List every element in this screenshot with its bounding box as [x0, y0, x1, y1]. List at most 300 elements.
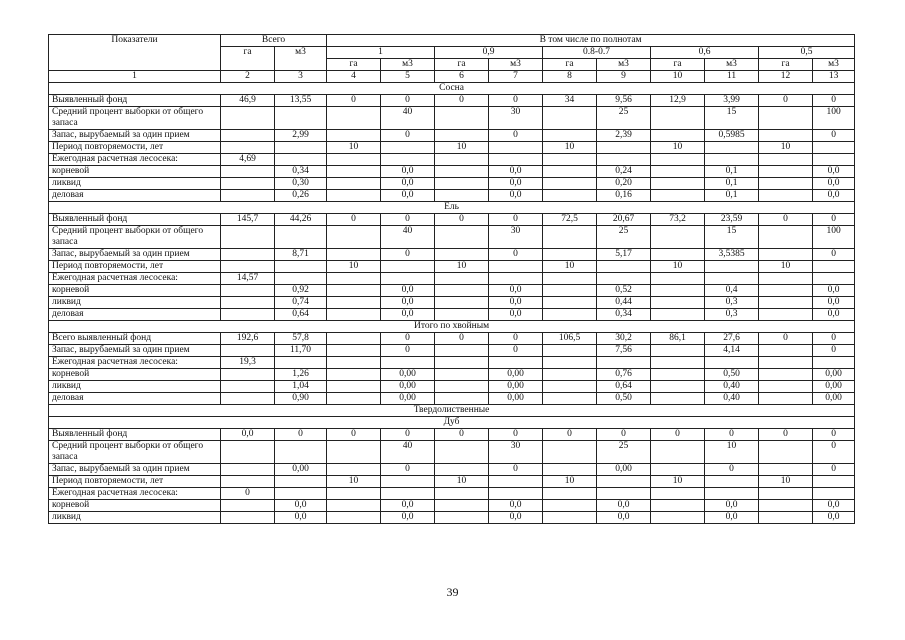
table-cell — [651, 488, 705, 500]
table-cell — [543, 249, 597, 261]
table-cell: 0 — [381, 214, 435, 226]
table-cell — [651, 345, 705, 357]
table-row — [49, 297, 855, 309]
header-unit: м3 — [597, 59, 651, 71]
row-label: деловая — [49, 309, 221, 321]
table-cell — [327, 226, 381, 249]
table-cell: 0 — [381, 464, 435, 476]
table-cell: 2,39 — [597, 130, 651, 142]
table-cell: 0,00 — [489, 381, 543, 393]
table-cell: 0,0 — [813, 190, 855, 202]
table-cell — [543, 285, 597, 297]
table-cell: 0 — [813, 345, 855, 357]
row-label: Ежегодная расчетная лесосека: — [49, 273, 221, 285]
row-label: Ежегодная расчетная лесосека: — [49, 488, 221, 500]
table-cell: 0,0 — [813, 166, 855, 178]
table-cell: 10 — [543, 476, 597, 488]
table-cell: 0,0 — [705, 500, 759, 512]
table-cell: 0,0 — [813, 309, 855, 321]
table-cell: 40 — [381, 107, 435, 130]
table-cell — [275, 476, 327, 488]
table-cell: 192,6 — [221, 333, 275, 345]
header-unit: га — [759, 59, 813, 71]
table-cell — [759, 166, 813, 178]
row-label: Период повторяемости, лет — [49, 261, 221, 273]
table-cell: 0,40 — [705, 393, 759, 405]
table-cell: 0,0 — [489, 500, 543, 512]
table-cell — [651, 154, 705, 166]
table-cell — [275, 488, 327, 500]
table-cell: 0 — [327, 95, 381, 107]
header-indicators: Показатели — [49, 35, 221, 71]
table-row — [49, 178, 855, 190]
table-cell — [435, 226, 489, 249]
table-cell: 100 — [813, 107, 855, 130]
table-cell — [759, 441, 813, 464]
table-cell: 0 — [221, 488, 275, 500]
table-cell: 0,0 — [489, 190, 543, 202]
document-sheet — [48, 34, 854, 524]
header-unit: га — [651, 59, 705, 71]
header-group: 0,6 — [651, 47, 759, 59]
table-cell: 3,5385 — [705, 249, 759, 261]
table-cell: 15 — [705, 226, 759, 249]
table-cell — [651, 166, 705, 178]
table-cell: 0,00 — [489, 393, 543, 405]
table-cell: 11,70 — [275, 345, 327, 357]
table-cell: 0 — [489, 333, 543, 345]
table-cell: 0,1 — [705, 166, 759, 178]
table-cell — [327, 488, 381, 500]
row-label: корневой — [49, 369, 221, 381]
table-cell — [435, 297, 489, 309]
table-cell — [435, 381, 489, 393]
table-row — [49, 261, 855, 273]
table-row — [49, 476, 855, 488]
table-cell — [275, 154, 327, 166]
table-cell — [759, 249, 813, 261]
table-cell — [381, 488, 435, 500]
table-cell — [543, 488, 597, 500]
table-cell: 0,0 — [489, 309, 543, 321]
section-row — [49, 83, 855, 95]
table-cell: 0,64 — [275, 309, 327, 321]
row-label: ликвид — [49, 178, 221, 190]
table-cell: 14,57 — [221, 273, 275, 285]
table-cell: 0,0 — [597, 500, 651, 512]
table-cell — [543, 190, 597, 202]
table-cell: 0,3 — [705, 309, 759, 321]
table-cell: 20,67 — [597, 214, 651, 226]
section-row — [49, 417, 855, 429]
table-cell — [813, 142, 855, 154]
table-cell: 57,8 — [275, 333, 327, 345]
table-cell: 0 — [813, 130, 855, 142]
table-cell: 10 — [327, 476, 381, 488]
table-cell: 3,99 — [705, 95, 759, 107]
table-cell — [543, 345, 597, 357]
table-cell: 0,64 — [597, 381, 651, 393]
table-cell: 0 — [489, 249, 543, 261]
table-cell — [651, 297, 705, 309]
table-cell: 0,00 — [381, 369, 435, 381]
table-cell — [651, 309, 705, 321]
row-label: Запас, вырубаемый за один прием — [49, 249, 221, 261]
row-label: корневой — [49, 166, 221, 178]
table-cell — [327, 249, 381, 261]
column-number-row — [49, 71, 855, 83]
table-cell: 30 — [489, 226, 543, 249]
column-number: 10 — [651, 71, 705, 83]
header-by-density: В том числе по полнотам — [327, 35, 855, 47]
table-cell: 0,0 — [381, 178, 435, 190]
table-cell — [435, 166, 489, 178]
table-cell — [221, 261, 275, 273]
table-cell: 0,00 — [813, 369, 855, 381]
table-cell: 0,0 — [381, 500, 435, 512]
row-label: Средний процент выборки от общего запаса — [49, 107, 221, 130]
table-cell: 0 — [435, 214, 489, 226]
table-cell: 0,16 — [597, 190, 651, 202]
table-cell — [543, 297, 597, 309]
table-cell — [275, 142, 327, 154]
table-cell: 30,2 — [597, 333, 651, 345]
table-cell: 0 — [489, 95, 543, 107]
table-cell: 0 — [381, 95, 435, 107]
table-cell — [489, 488, 543, 500]
table-cell: 0 — [705, 429, 759, 441]
table-cell — [435, 190, 489, 202]
table-row — [49, 429, 855, 441]
table-cell — [759, 130, 813, 142]
table-cell — [435, 154, 489, 166]
row-label: корневой — [49, 285, 221, 297]
table-cell — [705, 357, 759, 369]
table-cell — [221, 476, 275, 488]
header-unit: м3 — [489, 59, 543, 71]
header-group: 0,9 — [435, 47, 543, 59]
table-row — [49, 488, 855, 500]
row-label: ликвид — [49, 297, 221, 309]
table-row — [49, 441, 855, 464]
table-cell: 15 — [705, 107, 759, 130]
table-cell: 0 — [435, 95, 489, 107]
table-cell: 25 — [597, 107, 651, 130]
header-total-m3: м3 — [275, 47, 327, 71]
table-cell — [759, 285, 813, 297]
table-cell: 0,0 — [381, 285, 435, 297]
table-cell: 25 — [597, 441, 651, 464]
table-cell: 0,92 — [275, 285, 327, 297]
table-cell: 0,00 — [381, 393, 435, 405]
table-cell: 10 — [327, 261, 381, 273]
table-cell: 30 — [489, 107, 543, 130]
table-cell — [221, 178, 275, 190]
table-cell — [221, 249, 275, 261]
column-number: 9 — [597, 71, 651, 83]
table-cell — [489, 273, 543, 285]
table-cell: 0,5985 — [705, 130, 759, 142]
table-cell: 0 — [489, 464, 543, 476]
table-cell: 106,5 — [543, 333, 597, 345]
header-group: 0.8-0.7 — [543, 47, 651, 59]
table-cell — [435, 249, 489, 261]
table-cell: 0 — [489, 429, 543, 441]
table-row — [49, 512, 855, 524]
table-cell: 0 — [381, 333, 435, 345]
table-cell — [327, 107, 381, 130]
table-cell: 10 — [651, 142, 705, 154]
table-row — [49, 345, 855, 357]
table-cell — [813, 488, 855, 500]
table-cell: 0,0 — [489, 512, 543, 524]
table-cell: 0,50 — [597, 393, 651, 405]
table-cell — [435, 357, 489, 369]
table-cell — [705, 488, 759, 500]
table-cell: 0,0 — [597, 512, 651, 524]
table-row — [49, 309, 855, 321]
table-row — [49, 273, 855, 285]
table-cell — [435, 107, 489, 130]
table-cell: 0 — [327, 214, 381, 226]
row-label: Выявленный фонд — [49, 214, 221, 226]
table-cell: 7,56 — [597, 345, 651, 357]
table-cell: 0,3 — [705, 297, 759, 309]
table-cell: 0,0 — [813, 500, 855, 512]
header-group: 1 — [327, 47, 435, 59]
table-cell — [327, 154, 381, 166]
row-label: Запас, вырубаемый за один прием — [49, 130, 221, 142]
table-cell: 40 — [381, 441, 435, 464]
row-label: Запас, вырубаемый за один прием — [49, 345, 221, 357]
table-cell: 0,44 — [597, 297, 651, 309]
table-cell — [327, 273, 381, 285]
table-cell: 0 — [489, 345, 543, 357]
table-cell — [813, 261, 855, 273]
table-cell — [705, 476, 759, 488]
column-number: 1 — [49, 71, 221, 83]
table-cell — [597, 476, 651, 488]
table-cell — [435, 441, 489, 464]
row-label: Выявленный фонд — [49, 95, 221, 107]
column-number: 12 — [759, 71, 813, 83]
table-row — [49, 393, 855, 405]
table-cell — [327, 309, 381, 321]
table-cell — [543, 130, 597, 142]
table-row — [49, 249, 855, 261]
table-cell: 0,0 — [705, 512, 759, 524]
table-cell: 0,0 — [813, 512, 855, 524]
table-cell — [221, 142, 275, 154]
table-cell — [759, 381, 813, 393]
section-title: Дуб — [49, 417, 855, 429]
table-cell — [597, 273, 651, 285]
table-cell: 0 — [381, 345, 435, 357]
table-cell — [327, 441, 381, 464]
table-cell — [759, 190, 813, 202]
table-cell — [221, 107, 275, 130]
table-cell — [435, 345, 489, 357]
table-cell — [651, 130, 705, 142]
table-cell — [759, 297, 813, 309]
table-cell — [221, 166, 275, 178]
table-cell — [221, 345, 275, 357]
table-cell — [435, 393, 489, 405]
table-cell — [327, 130, 381, 142]
table-cell: 0,52 — [597, 285, 651, 297]
table-cell: 73,2 — [651, 214, 705, 226]
table-cell: 0,0 — [813, 297, 855, 309]
table-cell: 23,59 — [705, 214, 759, 226]
table-cell: 8,71 — [275, 249, 327, 261]
table-cell: 0,00 — [489, 369, 543, 381]
table-cell — [651, 393, 705, 405]
table-cell: 0,00 — [275, 464, 327, 476]
table-cell — [275, 357, 327, 369]
table-cell — [381, 357, 435, 369]
table-row — [49, 107, 855, 130]
table-cell: 27,6 — [705, 333, 759, 345]
table-cell — [705, 261, 759, 273]
table-cell — [489, 476, 543, 488]
table-cell: 0,50 — [705, 369, 759, 381]
table-cell: 10 — [543, 261, 597, 273]
row-label: Средний процент выборки от общего запаса — [49, 441, 221, 464]
table-cell — [327, 285, 381, 297]
table-cell — [651, 249, 705, 261]
table-cell — [435, 488, 489, 500]
header-group: 0,5 — [759, 47, 855, 59]
table-cell: 46,9 — [221, 95, 275, 107]
table-cell: 0 — [381, 429, 435, 441]
table-cell — [597, 154, 651, 166]
row-label: Запас, вырубаемый за один прием — [49, 464, 221, 476]
row-label: Ежегодная расчетная лесосека: — [49, 357, 221, 369]
table-cell: 86,1 — [651, 333, 705, 345]
table-cell: 0 — [813, 95, 855, 107]
table-cell — [543, 166, 597, 178]
table-cell — [759, 512, 813, 524]
table-cell — [543, 369, 597, 381]
table-cell — [705, 273, 759, 285]
table-cell — [435, 130, 489, 142]
table-cell: 0 — [759, 95, 813, 107]
table-row — [49, 381, 855, 393]
section-row — [49, 202, 855, 214]
table-cell — [759, 107, 813, 130]
table-cell — [221, 130, 275, 142]
table-cell — [327, 345, 381, 357]
table-cell — [759, 357, 813, 369]
table-cell — [435, 464, 489, 476]
table-cell: 0 — [813, 464, 855, 476]
table-cell — [489, 261, 543, 273]
section-title: Сосна — [49, 83, 855, 95]
table-cell: 12,9 — [651, 95, 705, 107]
table-cell: 0 — [543, 429, 597, 441]
table-cell — [705, 154, 759, 166]
table-cell — [543, 393, 597, 405]
table-cell: 0 — [813, 333, 855, 345]
table-cell — [651, 226, 705, 249]
table-cell: 9,56 — [597, 95, 651, 107]
table-cell — [759, 226, 813, 249]
table-cell — [543, 357, 597, 369]
row-label: Период повторяемости, лет — [49, 476, 221, 488]
table-cell: 0,40 — [705, 381, 759, 393]
table-cell — [435, 273, 489, 285]
table-cell — [543, 381, 597, 393]
table-cell: 0 — [813, 429, 855, 441]
table-cell — [327, 297, 381, 309]
table-cell — [759, 309, 813, 321]
table-row — [49, 226, 855, 249]
column-number: 5 — [381, 71, 435, 83]
table-cell — [435, 178, 489, 190]
table-cell — [221, 369, 275, 381]
table-cell: 0 — [759, 214, 813, 226]
table-cell — [221, 309, 275, 321]
table-cell — [327, 357, 381, 369]
table-cell: 13,55 — [275, 95, 327, 107]
table-cell: 0,34 — [597, 309, 651, 321]
table-cell — [759, 154, 813, 166]
table-cell — [651, 357, 705, 369]
table-cell — [759, 273, 813, 285]
table-cell: 0,1 — [705, 178, 759, 190]
table-cell — [543, 154, 597, 166]
table-row — [49, 166, 855, 178]
table-cell — [759, 488, 813, 500]
table-cell — [275, 107, 327, 130]
table-cell: 1,04 — [275, 381, 327, 393]
header-unit: м3 — [705, 59, 759, 71]
table-row — [49, 285, 855, 297]
table-cell — [543, 512, 597, 524]
table-cell: 0,00 — [813, 381, 855, 393]
table-cell — [381, 261, 435, 273]
table-cell: 0 — [597, 429, 651, 441]
header-unit: м3 — [381, 59, 435, 71]
column-number: 8 — [543, 71, 597, 83]
table-row — [49, 214, 855, 226]
column-number: 13 — [813, 71, 855, 83]
table-cell: 0 — [813, 249, 855, 261]
table-cell: 30 — [489, 441, 543, 464]
table-cell: 10 — [327, 142, 381, 154]
page-number: 39 — [446, 585, 459, 599]
row-label: деловая — [49, 190, 221, 202]
table-cell — [759, 500, 813, 512]
table-cell: 0 — [275, 429, 327, 441]
table-cell: 0 — [705, 464, 759, 476]
table-cell: 0 — [759, 333, 813, 345]
table-cell: 4,14 — [705, 345, 759, 357]
table-cell: 0,0 — [489, 285, 543, 297]
table-cell: 10 — [651, 476, 705, 488]
table-cell: 44,26 — [275, 214, 327, 226]
column-number: 7 — [489, 71, 543, 83]
table-cell: 0,0 — [381, 166, 435, 178]
table-cell — [813, 357, 855, 369]
table-cell: 4,69 — [221, 154, 275, 166]
table-cell: 25 — [597, 226, 651, 249]
row-label: ликвид — [49, 512, 221, 524]
table-cell: 0,0 — [275, 512, 327, 524]
table-cell — [597, 142, 651, 154]
table-cell: 10 — [759, 476, 813, 488]
table-cell — [759, 464, 813, 476]
